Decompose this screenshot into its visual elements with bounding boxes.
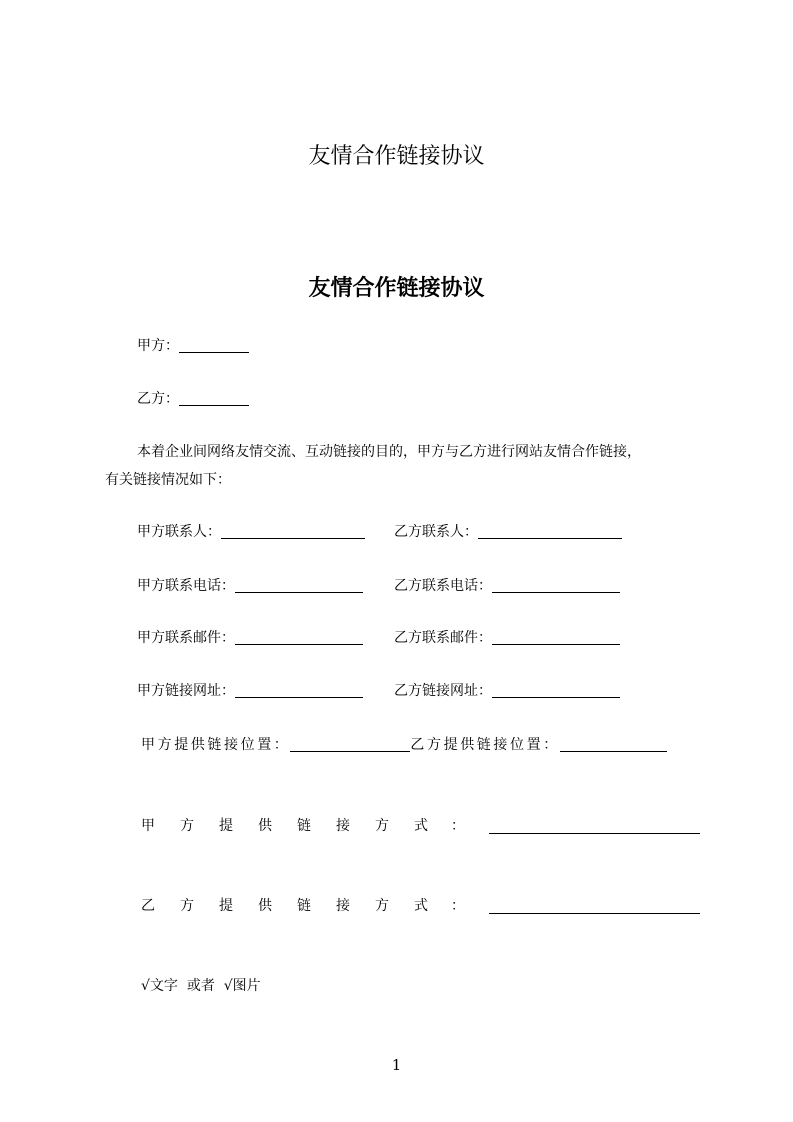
url-a-row [137,681,363,701]
method-b-char: 式 [414,898,428,914]
method-b-char: 提 [219,898,233,914]
method-a-char: 方 [375,818,389,834]
email-a-row [137,628,363,648]
position-a-label: 甲方提供链接位置： [141,737,291,753]
method-b-char: 链 [297,898,311,914]
contact-a-row [137,522,365,542]
email-a-label: 甲方联系邮件： [137,630,235,646]
party-a-blank [179,351,249,353]
phone-a-label: 甲方联系电话： [137,578,235,594]
email-a-blank [235,643,363,645]
method-a-char: 供 [258,818,272,834]
url-a-label: 甲方链接网址： [137,683,235,699]
option-line: √文字 或者 √图片 [141,978,261,994]
method-b-char: 供 [258,898,272,914]
position-row [141,735,667,755]
method-a-char: 链 [297,818,311,834]
phone-b-row [394,576,620,596]
contact-a-label: 甲方联系人： [137,524,221,540]
url-a-blank [235,696,363,698]
method-a-char: ： [451,818,465,834]
phone-b-label: 乙方联系电话： [394,578,492,594]
email-b-label: 乙方联系邮件： [394,630,492,646]
phone-b-blank [492,591,620,593]
party-b-label: 乙方： [137,391,179,407]
method-b-char: 方 [375,898,389,914]
intro-line-1: 本着企业间网络友情交流、互动链接的目的，甲方与乙方进行网站友情合作链接， [137,444,641,460]
contact-b-row [394,522,622,542]
party-b-row [137,389,249,409]
contact-a-blank [221,537,365,539]
position-a-blank [290,750,410,752]
party-b-blank [179,404,249,406]
contact-b-blank [478,537,622,539]
url-b-blank [492,696,620,698]
intro-line-2: 有关链接情况如下： [105,472,231,488]
method-b-blank [489,912,700,914]
url-b-row [394,681,620,701]
method-a-char: 甲 [141,818,155,834]
method-a-blank [489,832,700,834]
header-title: 友情合作链接协议 [308,144,485,169]
method-b-char: 接 [336,898,350,914]
method-b-char: ： [451,898,465,914]
method-a-char: 接 [336,818,350,834]
party-a-label: 甲方： [137,338,179,354]
party-a-row [137,336,249,356]
phone-a-blank [235,591,363,593]
method-a-char: 式 [414,818,428,834]
method-a-char: 提 [219,818,233,834]
method-b-char: 乙 [141,898,155,914]
email-b-blank [492,643,620,645]
main-title: 友情合作链接协议 [308,276,485,301]
contact-b-label: 乙方联系人： [394,524,478,540]
method-b-char: 方 [180,898,194,914]
method-a-char: 方 [180,818,194,834]
position-b-blank [560,750,667,752]
phone-a-row [137,576,363,596]
page-number: 1 [391,1056,402,1074]
position-b-label: 乙方提供链接位置： [410,737,560,753]
email-b-row [394,628,620,648]
url-b-label: 乙方链接网址： [394,683,492,699]
